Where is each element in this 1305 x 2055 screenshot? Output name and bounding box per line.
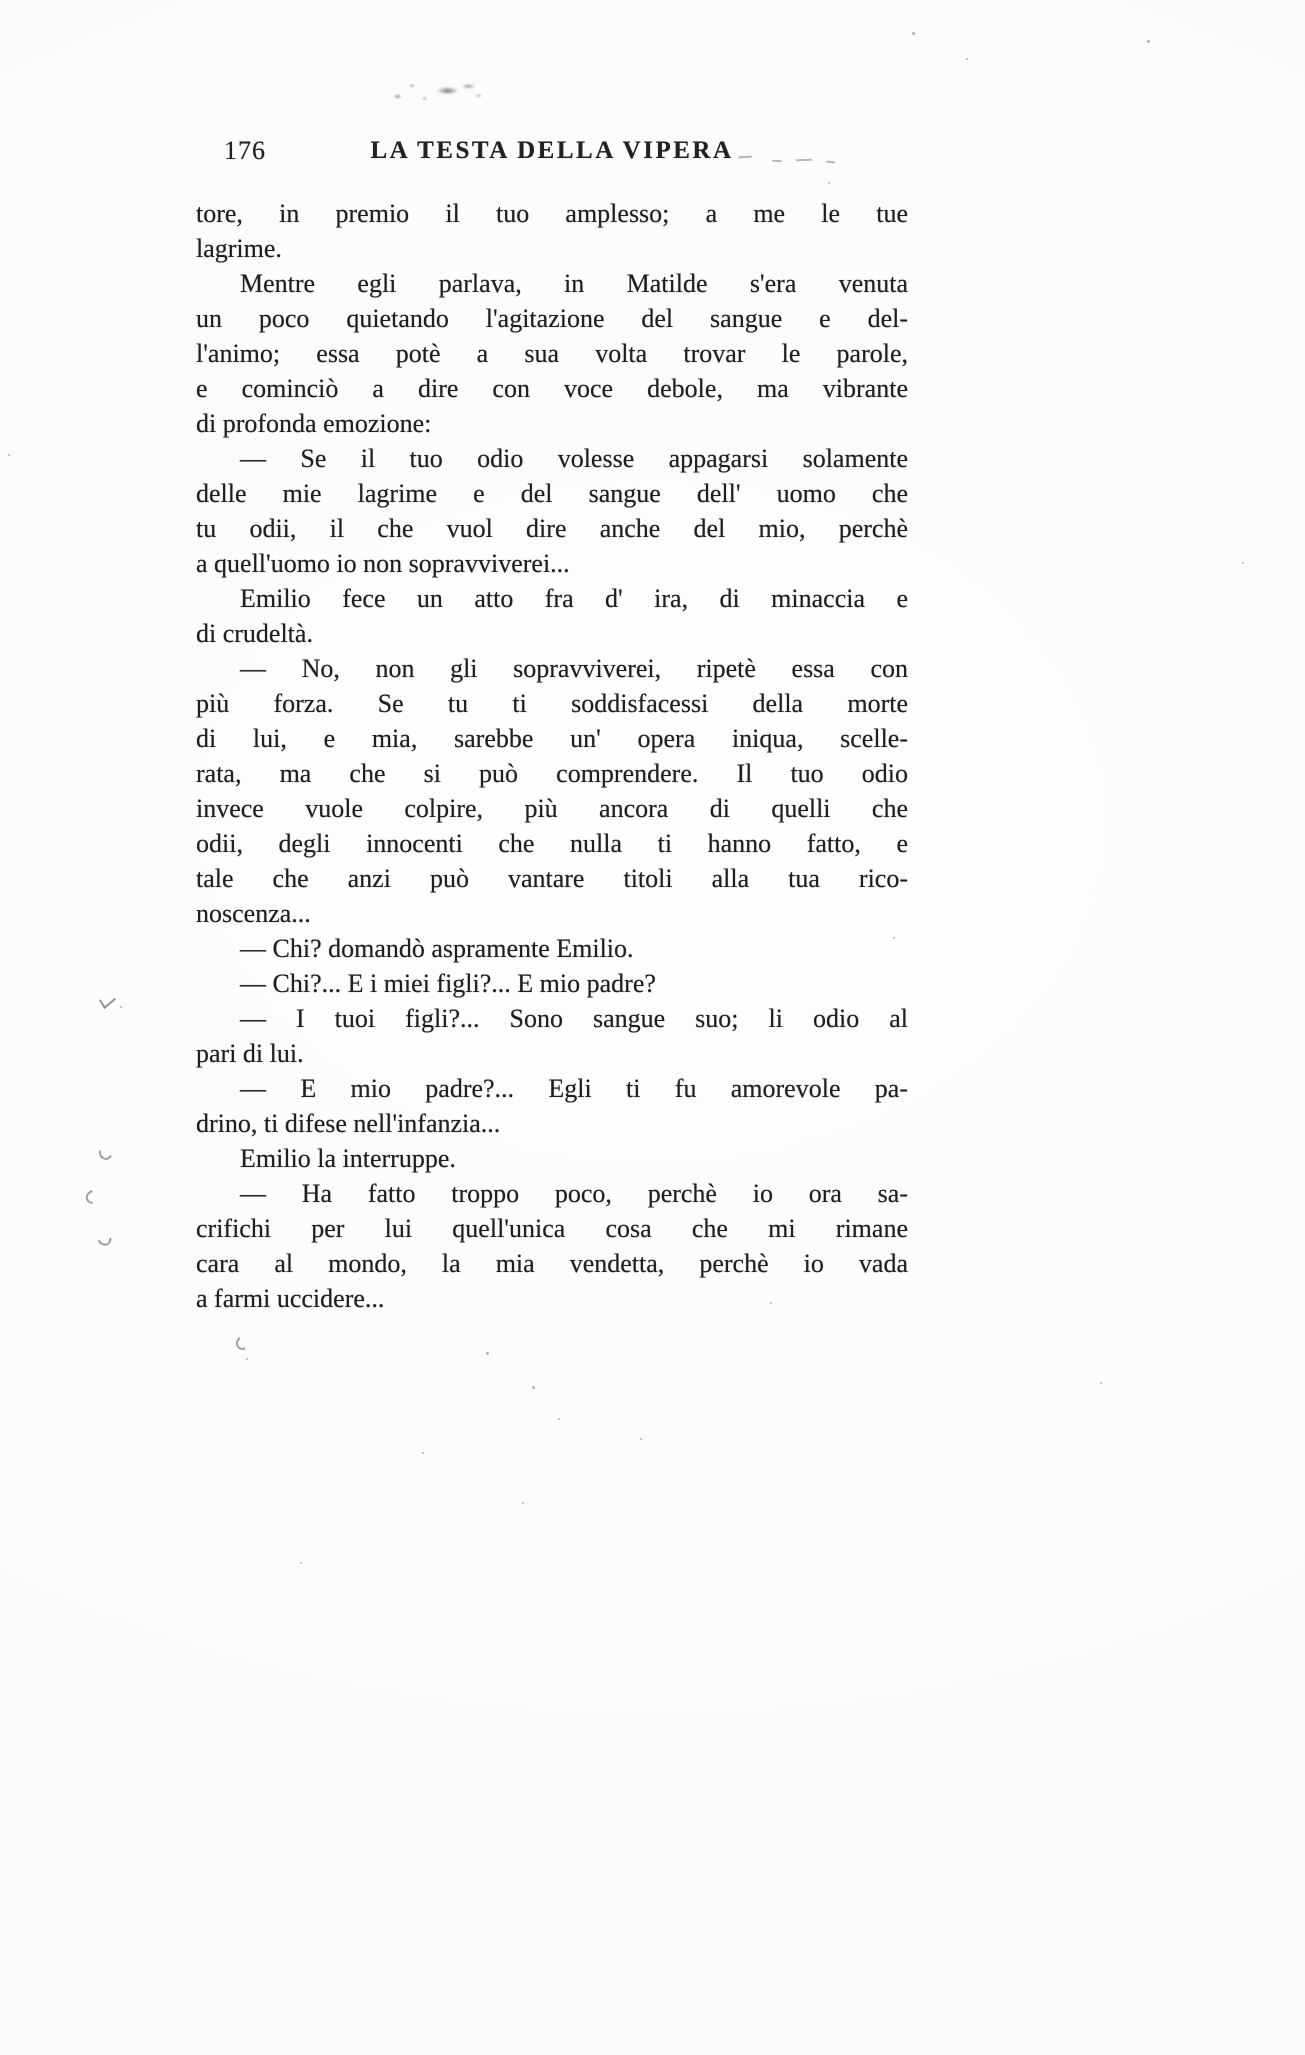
paragraph (196, 196, 908, 266)
text-line: — Se il tuo odio volesse appagarsi solamente (240, 444, 908, 473)
paragraph (196, 1001, 908, 1071)
scan-speck (486, 1352, 489, 1355)
text-line: — Chi? domandò aspramente Emilio. (240, 934, 634, 963)
text-line: di lui, e mia, sarebbe un' opera iniqua, scelle- (196, 724, 908, 753)
paragraph (196, 931, 908, 966)
text-line: — I tuoi figli?... Sono sangue suo; li odio al (240, 1004, 908, 1033)
text-line: — E mio padre?... Egli ti fu amorevole pa- (240, 1074, 908, 1103)
page-header (196, 136, 908, 172)
text-line: drino, ti difese nell'infanzia... (196, 1109, 501, 1138)
text-line: noscenza... (196, 899, 311, 928)
text-line: di crudeltà. (196, 619, 313, 648)
page-number: 176 (224, 136, 266, 165)
scan-margin-mark (95, 1230, 114, 1248)
text-line: a quell'uomo io non sopravviverei... (196, 549, 570, 578)
text-line: crifichi per lui quell'unica cosa che mi rimane (196, 1214, 908, 1243)
scan-smudge (383, 72, 487, 106)
paragraph (196, 1141, 908, 1176)
scan-speck (300, 1562, 302, 1564)
text-line: di profonda emozione: (196, 409, 432, 438)
scan-margin-mark (99, 991, 116, 1009)
body-text (196, 196, 908, 1316)
paragraph (196, 581, 908, 651)
text-line: lagrime. (196, 234, 282, 263)
text-line: — Chi?... E i miei figli?... E mio padre? (240, 969, 656, 998)
text-line: delle mie lagrime e del sangue dell' uomo che (196, 479, 908, 508)
text-line: cara al mondo, la mia vendetta, perchè io vada (196, 1249, 908, 1278)
scan-speck (422, 1452, 424, 1454)
scan-speck (1100, 1382, 1102, 1384)
text-line: odii, degli innocenti che nulla ti hanno fatto, e (196, 829, 908, 858)
paragraph (196, 1176, 908, 1316)
text-line: Mentre egli parlava, in Matilde s'era venuta (240, 269, 908, 298)
scan-speck (120, 1006, 122, 1008)
scan-speck (246, 1358, 248, 1360)
text-line: tu odii, il che vuol dire anche del mio, perchè (196, 514, 908, 543)
text-line: Emilio la interruppe. (240, 1144, 456, 1173)
text-line: più forza. Se tu ti soddisfacessi della morte (196, 689, 908, 718)
scan-speck (1242, 562, 1244, 564)
text-line: l'animo; essa potè a sua volta trovar le parole, (196, 339, 908, 368)
scan-speck (532, 1386, 535, 1389)
scan-speck (640, 1438, 642, 1440)
paragraph (196, 441, 908, 581)
text-line: invece vuole colpire, più ancora di quelli che (196, 794, 908, 823)
scan-speck (522, 1502, 524, 1504)
text-line: un poco quietando l'agitazione del sangue e del- (196, 304, 908, 333)
text-line: tale che anzi può vantare titoli alla tua rico- (196, 864, 908, 893)
scan-speck (1147, 40, 1150, 43)
scan-margin-mark (83, 1187, 102, 1206)
paragraph (196, 266, 908, 441)
scan-speck (966, 58, 968, 60)
scan-speck (912, 32, 915, 35)
paragraph (196, 966, 908, 1001)
text-line: pari di lui. (196, 1039, 304, 1068)
running-title: LA TESTA DELLA VIPERA (370, 137, 734, 164)
scan-margin-mark (97, 1144, 115, 1162)
text-line: rata, ma che si può comprendere. Il tuo odio (196, 759, 908, 788)
text-line: Emilio fece un atto fra d' ira, di minaccia e (240, 584, 908, 613)
scan-margin-mark (234, 1335, 250, 1352)
text-line: tore, in premio il tuo amplesso; a me le tue (196, 199, 908, 228)
paragraph (196, 1071, 908, 1141)
scan-speck (8, 454, 10, 456)
scan-speck (828, 182, 830, 184)
scan-speck (558, 1418, 560, 1420)
paragraph (196, 651, 908, 931)
text-line: a farmi uccidere... (196, 1284, 385, 1313)
text-line: — Ha fatto troppo poco, perchè io ora sa- (240, 1179, 908, 1208)
text-line: — No, non gli sopravviverei, ripetè essa con (240, 654, 908, 683)
text-line: e cominciò a dire con voce debole, ma vibrante (196, 374, 908, 403)
